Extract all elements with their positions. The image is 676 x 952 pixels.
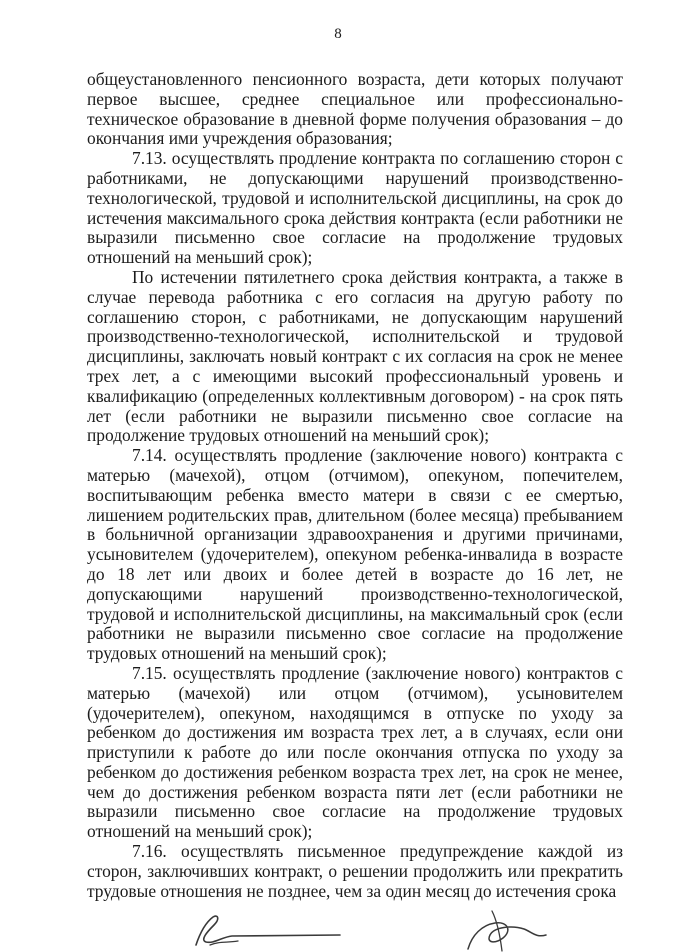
signatures-area [0, 905, 676, 952]
signature-right-icon [0, 905, 676, 952]
page-number: 8 [334, 26, 342, 42]
document-body [87, 70, 623, 901]
paragraph-7-14: 7.14. осуществлять продление (заключение нового) контракта с матерью (мачехой), отцом (отчимом), опекуном, попечителем, воспитывающим ребенка вместо матери в связи с ее смертью, лишением родительских прав, длительном (более месяца) пребыванием в больничной организации здравоохранения и другими причинами, усыновителем (удочерителем), опекуном ребенка-инвалида в возрасте до 18 лет или двоих и более детей в возрасте до 16 лет, не допускающими нарушений производственно-технологической, трудовой и исполнительской дисциплины, на максимальный срок (если работники не выразили письменно свое согласие на продолжение трудовых отношений на меньший срок); [87, 445, 623, 664]
paragraph-7-16: 7.16. осуществлять письменное предупреждение каждой из сторон, заключивших контракт, о решении продолжить или прекратить трудовые отношения не позднее, чем за один месяц до истечения срока [87, 841, 623, 901]
paragraph-7-13: 7.13. осуществлять продление контракта по соглашению сторон с работниками, не допускающими нарушений производственно-технологической, трудовой и исполнительской дисциплины, на срок до истечения максимального срока действия контракта (если работники не выразили письменно свое согласие на продолжение трудовых отношений на меньший срок); [87, 148, 623, 268]
paragraph-five-year-term: По истечении пятилетнего срока действия контракта, а также в случае перевода работника с его согласия на другую работу по соглашению сторон, с работниками, не допускающим нарушений производственно-технологической, исполнительской и трудовой дисциплины, заключать новый контракт с их согласия на срок не менее трех лет, а с имеющими высокий профессиональный уровень и квалификацию (определенных коллективным договором) - на срок пять лет (если работники не выразили письменно свое согласие на продолжение трудовых отношений на меньший срок); [87, 266, 623, 446]
paragraph-7-15: 7.15. осуществлять продление (заключение нового) контрактов с матерью (мачехой) или отцом (отчимом), усыновителем (удочерителем), опекуном, находящимся в отпуске по уходу за ребенком до достижения им возраста трех лет, а в случаях, если они приступили к работе до или после окончания отпуска по уходу за ребенком до достижения ребенком возраста трех лет, на срок не менее, чем до достижения ребенком возраста пяти лет (если работники не выразили письменно свое согласие на продолжение трудовых отношений на меньший срок); [87, 662, 623, 842]
paragraph-continuation: общеустановленного пенсионного возраста, дети которых получают первое высшее, среднее специальное или профессионально-техническое образование в дневной форме получения образования – до окончания ими учреждения образования; [87, 69, 623, 149]
